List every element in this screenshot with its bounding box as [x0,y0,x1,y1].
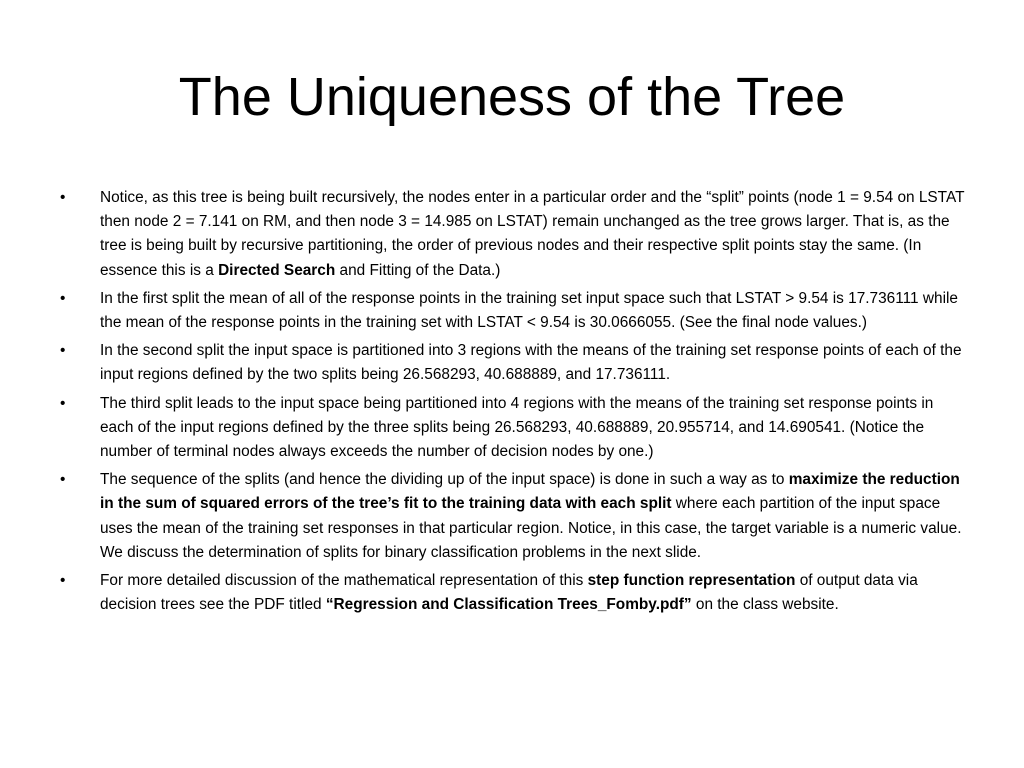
slide-title: The Uniqueness of the Tree [178,67,846,127]
bullet-segment: Notice, as this tree is being built recursively, the nodes enter in a particular order and the “split” points (node 1 = 9.54 on LSTAT then node 2 = 7.141 on RM, and then node 3 = 14.985 on LSTAT) remain unchanged as the tree grows larger. That is, as the tree is being built by recursive partitioning, the order of previous nodes and their respective split points stay the same. (In essence this is a [100,189,965,279]
bullet-segment: The third split leads to the input space being partitioned into 4 regions with the means of the training set response points in each of the input regions defined by the three splits being 26.568293, 40.688889, 20.955714, and 14.690541. (Notice the number of terminal nodes always exceeds the number of decision nodes by one.) [100,394,934,461]
bullet-segment: on the class website. [691,596,839,614]
bullet-emphasis: Directed Search [218,261,336,279]
bullet-segment: In the first split the mean of all of the response points in the training set input space such that LSTAT > 9.54 is 17.736111 while the mean of the response points in the training set with LSTAT < 9.54 is 30.0666055. (See the final node values.) [100,289,958,332]
bullet-list [60,186,970,621]
bullet-emphasis: maximize the reduction in the sum of squared errors of the tree’s fit to the training data with each split [100,471,960,513]
bullet-item [60,186,970,283]
bullet-segment: The sequence of the splits (and hence the dividing up of the input space) is done in such a way as to [100,471,789,489]
bullet-text [100,189,964,279]
bullet-emphasis: step function representation [587,572,796,590]
bullet-text [100,471,961,561]
bullet-segment: and Fitting of the Data.) [335,261,501,279]
bullet-item [60,392,970,465]
bullet-segment: In the second split the input space is partitioned into 3 regions with the means of the training set response points of each of the input regions defined by the two splits being 26.568293, 40.688889, and 17.736111. [100,342,962,384]
bullet-text [100,572,918,613]
bullet-text [100,342,962,383]
bullet-marker: • [60,394,66,412]
bullet-marker: • [60,289,66,307]
bullet-segment: For more detailed discussion of the mathematical representation of this [100,572,588,590]
bullet-marker: • [60,572,66,590]
bullet-item [60,287,970,335]
bullet-item [60,468,970,565]
bullet-marker: • [60,342,66,360]
bullet-segment: where each partition of the input space uses the mean of the training set responses in that particular region. Notice, in this case, the target variable is a numeric value. We discuss the determination of splits for binary classification problems in the next slide. [100,495,962,561]
bullet-item [60,339,970,387]
bullet-text [100,395,933,460]
bullet-text [100,290,958,331]
bullet-emphasis: “Regression and Classification Trees_Fomby.pdf” [325,596,692,614]
bullet-marker: • [60,471,66,489]
bullet-segment: of output data via decision trees see the PDF titled [100,572,918,614]
bullet-marker: • [60,189,66,206]
bullet-item [60,569,970,617]
